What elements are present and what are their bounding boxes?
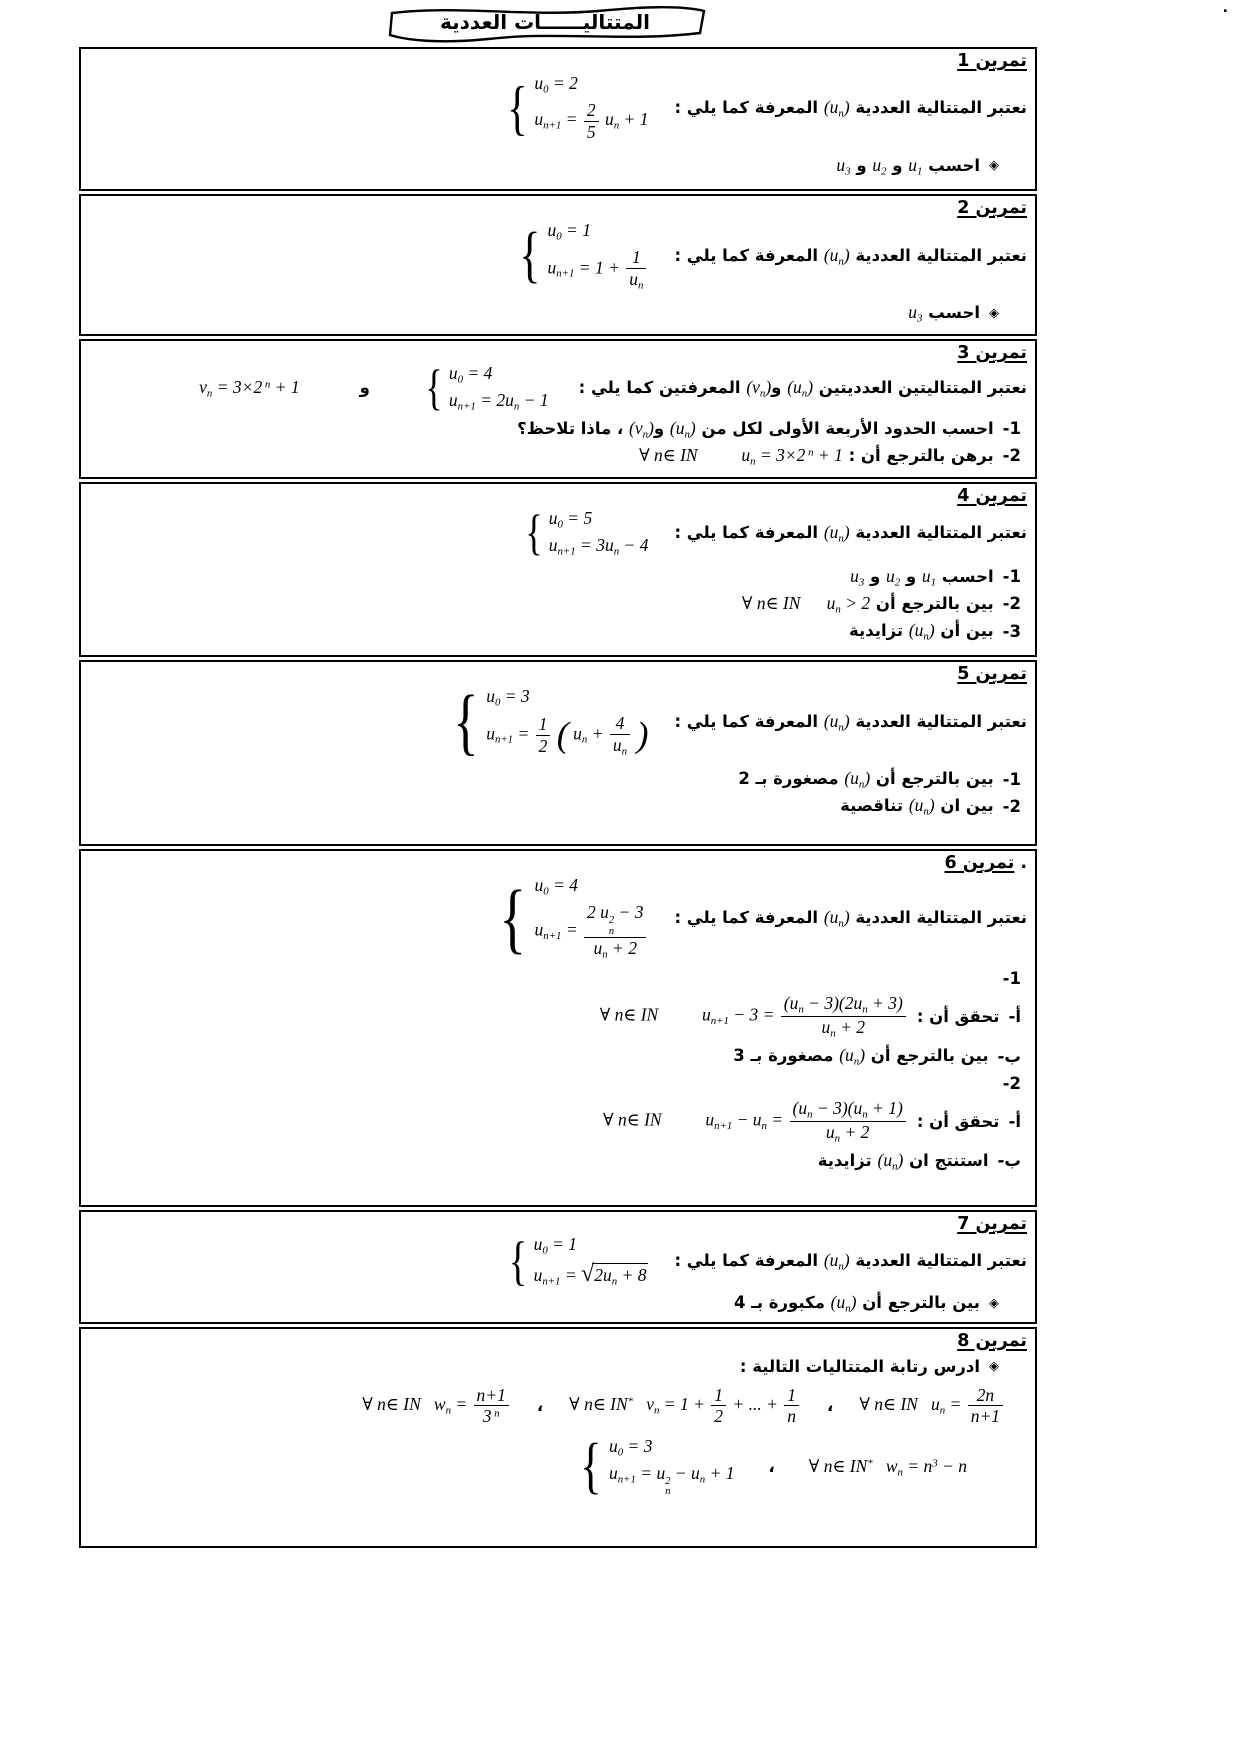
system-row-recurrence: $u_{n+1} = 3u_n - 4$ <box>548 535 649 558</box>
exercise-8-task <box>89 1357 1027 1376</box>
system-row-recurrence: $u_{n+1}$ = $\frac{2}{5}$ $u_n + 1$ <box>534 100 649 142</box>
exercise-4-question-2 <box>89 593 1027 615</box>
exercise-3-header <box>89 343 1027 363</box>
question-text: بين أن $(u_n)$ تزايدية <box>849 620 994 643</box>
question-marker: -1 <box>1002 769 1021 789</box>
exercise-3-question-1 <box>89 418 1027 440</box>
question-math: ∀ n∈ IN $u_{n+1} - u_n$ = $\frac{(u_n - 3)(u_n + 1)}{u_n + 2}$ <box>603 1098 908 1145</box>
system-row-recurrence: $u_{n+1} = 1$ + $\frac{1}{u_n}$ <box>547 247 648 292</box>
question-text: بين بالترجع أن $(u_n)$ مصغورة بـ 3 <box>733 1045 989 1068</box>
system-row-initial: $u_0 = 2$ <box>534 73 578 96</box>
exercise-6 <box>79 849 1037 1207</box>
definition-intro: نعتبر المتتاليتين العدديتين $(u_n)$ $و(v_n)$ المعرفتين كما يلي : <box>578 376 1027 399</box>
exercise-6-question-2a <box>89 1098 1027 1145</box>
exercise-3 <box>79 339 1037 479</box>
system-row-initial: $u_0 = 3$ <box>608 1435 653 1459</box>
exercise-6-definition <box>89 875 1027 961</box>
system-row-recurrence: $u_{n+1}$ = 2 u 2 n − 3 $u_n + 2$ <box>535 902 649 961</box>
definition-intro: نعتبر المتتالية العددية $(u_n)$ المعرفة كما يلي : <box>674 244 1027 268</box>
diamond-bullet-icon: ◈ <box>989 158 999 174</box>
exercise-6-question-2b <box>89 1150 1027 1172</box>
question-text: بين ان $(u_n)$ تناقصية <box>840 795 994 818</box>
exercise-6-header <box>89 853 1027 873</box>
sequence-formula-wn-cubic: ∀ n∈ IN* $w_n = n^3 - n$ <box>808 1455 967 1479</box>
recurrence-system <box>519 220 649 292</box>
exercise-5-question-1 <box>89 768 1027 790</box>
exercise-1 <box>79 47 1037 191</box>
definition-intro: نعتبر المتتالية العددية $(u_n)$ المعرفة كما يلي : <box>674 710 1027 734</box>
stray-dot: . <box>1222 0 1228 16</box>
exercise-7-header <box>89 1214 1027 1234</box>
page-title-banner <box>378 2 712 44</box>
question-marker: -3 <box>1002 621 1021 641</box>
sequence-formula-un: ∀ n∈ IN $u_n$ = $\frac{2n}{n+1}$ <box>859 1385 1005 1427</box>
exercise-3-definition <box>89 359 1027 416</box>
system-row-initial: $u_0 = 1$ <box>533 1234 578 1257</box>
recurrence-system <box>498 875 648 961</box>
task-text: احسب $u_1$ و $u_2$ و $u_3$ <box>836 154 980 177</box>
definition-intro: نعتبر المتتالية العددية $(u_n)$ المعرفة كما يلي : <box>674 1250 1027 1273</box>
system-rows <box>486 686 648 758</box>
system-row-recurrence: $u_{n+1} = √2u_n + 8$ <box>533 1261 647 1288</box>
system-row-initial: $u_0 = 4$ <box>448 363 493 386</box>
part-marker: -1 <box>1002 969 1021 989</box>
exercise-6-part-1-marker <box>89 969 1027 988</box>
exercise-8-title: تمرين 8 <box>957 1330 1027 1351</box>
exercise-5-question-2 <box>89 795 1027 817</box>
question-marker: -2 <box>1002 446 1021 466</box>
exercise-sheet <box>79 47 1037 1548</box>
arabic-comma: ، <box>768 1457 775 1477</box>
diamond-bullet-icon: ◈ <box>989 305 999 321</box>
exercise-2-task <box>89 302 1027 324</box>
system-rows <box>534 1234 649 1288</box>
exercise-3-title: تمرين 3 <box>957 343 1027 363</box>
question-text: احسب $u_1$ و $u_2$ و $u_3$ <box>850 565 994 588</box>
curly-brace: { <box>518 221 541 290</box>
question-text: بين بالترجع أن $(u_n)$ مصغورة بـ 2 <box>738 767 994 791</box>
task-text: بين بالترجع أن $(u_n)$ مكبورة بـ 4 <box>733 1292 980 1315</box>
arabic-comma: ، <box>536 1396 544 1416</box>
recurrence-system <box>452 680 649 763</box>
system-rows <box>535 875 649 961</box>
question-text: تحقق أن : <box>916 1007 1000 1027</box>
system-rows <box>534 73 648 143</box>
exercise-6-question-1b <box>89 1045 1027 1067</box>
task-text: ادرس رتابة المتتاليات التالية : <box>739 1356 980 1376</box>
exercise-5-definition <box>89 680 1027 763</box>
question-marker: -2 <box>1002 796 1021 816</box>
system-row-initial: $u_0 = 3$ <box>486 686 530 709</box>
exercise-8 <box>79 1327 1037 1548</box>
question-marker: -2 <box>1002 594 1021 614</box>
system-row-initial: $u_0 = 1$ <box>547 220 591 243</box>
question-math: ∀ n∈ IN $u_{n+1} - 3$ = $\frac{(u_n - 3)(2u_n + 3)}{u_n + 2}$ <box>600 993 908 1040</box>
question-marker: -1 <box>1002 419 1021 439</box>
exercise-7 <box>79 1210 1037 1324</box>
exercise-7-task <box>89 1292 1027 1314</box>
exercise-5 <box>79 660 1037 846</box>
system-row-recurrence: $u_{n+1}$ = $\frac{1}{2}$ ( $u_n$ + $\frac{4}{u_n}$ ) <box>486 713 649 758</box>
exercise-8-formula-row-1 <box>89 1385 1027 1427</box>
system-row-recurrence: $u_{n+1} = u$ 2 n − $u_n + 1$ <box>608 1463 735 1498</box>
system-row-initial: $u_0 = 4$ <box>534 875 579 898</box>
system-rows <box>549 508 649 558</box>
system-row-initial: $u_0 = 5$ <box>548 508 593 531</box>
question-marker: -1 <box>1002 567 1021 587</box>
exercise-2-definition <box>89 220 1027 292</box>
part-marker: -2 <box>1002 1073 1021 1093</box>
definition-intro: نعتبر المتتالية العددية $(u_n)$ المعرفة كما يلي : <box>674 907 1027 930</box>
sequence-formula-wn: ∀ n∈ IN $w_n$ = $\frac{n+1}{3 ^n}$ <box>362 1385 511 1427</box>
exercise-4-title: تمرين 4 <box>957 486 1027 506</box>
exercise-7-definition <box>89 1230 1027 1291</box>
recurrence-system <box>508 1230 649 1291</box>
question-marker: -أ <box>1008 1111 1021 1131</box>
exercise-1-task <box>89 155 1027 177</box>
recurrence-system <box>425 359 549 416</box>
arabic-comma: ، <box>827 1396 834 1416</box>
exercise-4-question-3 <box>89 620 1027 642</box>
question-text: استنتج ان $(u_n)$ تزايدية <box>817 1149 989 1173</box>
definition-intro: نعتبر المتتالية العددية $(u_n)$ المعرفة كما يلي : <box>674 521 1027 544</box>
recurrence-system <box>580 1432 735 1501</box>
exercise-3-question-2 <box>89 445 1027 467</box>
exercise-1-header <box>89 51 1027 71</box>
system-rows <box>449 363 549 413</box>
question-marker: -ب <box>997 1151 1021 1171</box>
definition-intro: نعتبر المتتالية العددية $(u_n)$ المعرفة كما يلي : <box>674 96 1027 119</box>
exercise-4-definition <box>89 504 1027 561</box>
task-text: احسب $u_3$ <box>908 301 980 325</box>
question-marker: -ب <box>997 1047 1021 1067</box>
question-text: احسب الحدود الأربعة الأولى لكل من $(u_n)$ $و(v_n)$ ، ماذا تلاحظ؟ <box>517 417 994 440</box>
question-text: بين بالترجع أن ∀ n∈ IN $u_n > 2$ <box>741 592 994 615</box>
exercise-6-title: تمرين 6 <box>944 853 1015 873</box>
v-explicit-formula: $v_n = 3\times 2$ $^n$ + 1 <box>199 376 300 399</box>
exercise-5-header <box>89 664 1027 684</box>
recurrence-system <box>525 504 649 561</box>
curly-brace: { <box>580 1432 602 1501</box>
curly-brace: { <box>425 359 443 416</box>
exercise-2-header <box>89 198 1027 218</box>
diamond-bullet-icon: ◈ <box>989 1295 999 1311</box>
diamond-bullet-icon: ◈ <box>989 1358 999 1374</box>
page-title: المتتاليــــــات العددية <box>440 10 650 34</box>
curly-brace: { <box>506 74 528 141</box>
exercise-4-question-1 <box>89 566 1027 588</box>
exercise-8-header <box>89 1331 1027 1351</box>
question-text: برهن بالترجع أن : ∀ n∈ IN $u_n = 3\times 2$ $^n$ + 1 <box>639 444 994 467</box>
exercise-4-header <box>89 486 1027 506</box>
exercise-1-title: تمرين 1 <box>957 51 1027 71</box>
exercise-2 <box>79 194 1037 336</box>
and-conjunction: و <box>359 378 370 398</box>
exercise-4 <box>79 482 1037 657</box>
system-rows <box>609 1436 735 1498</box>
stray-dot: . <box>1020 853 1027 873</box>
system-row-recurrence: $u_{n+1} = 2u_n - 1$ <box>448 390 549 413</box>
exercise-6-part-2-marker <box>89 1074 1027 1093</box>
exercise-6-question-1a <box>89 993 1027 1040</box>
sequence-formula-vn: ∀ n∈ IN* $v_n = 1$ + $\frac{1}{2}$ + ... + $\frac{1}{n}$ <box>569 1385 801 1427</box>
curly-brace: { <box>452 680 479 763</box>
curly-brace: { <box>499 874 527 962</box>
system-rows <box>547 220 648 292</box>
recurrence-system <box>507 73 649 143</box>
curly-brace: { <box>508 1230 527 1291</box>
question-marker: -أ <box>1008 1007 1021 1027</box>
curly-brace: { <box>525 504 543 561</box>
exercise-2-title: تمرين 2 <box>957 198 1027 218</box>
exercise-7-title: تمرين 7 <box>957 1214 1027 1234</box>
exercise-8-formula-row-2 <box>89 1432 1027 1501</box>
question-text: تحقق أن : <box>916 1111 1000 1131</box>
exercise-5-title: تمرين 5 <box>957 664 1027 684</box>
exercise-1-definition <box>89 73 1027 143</box>
